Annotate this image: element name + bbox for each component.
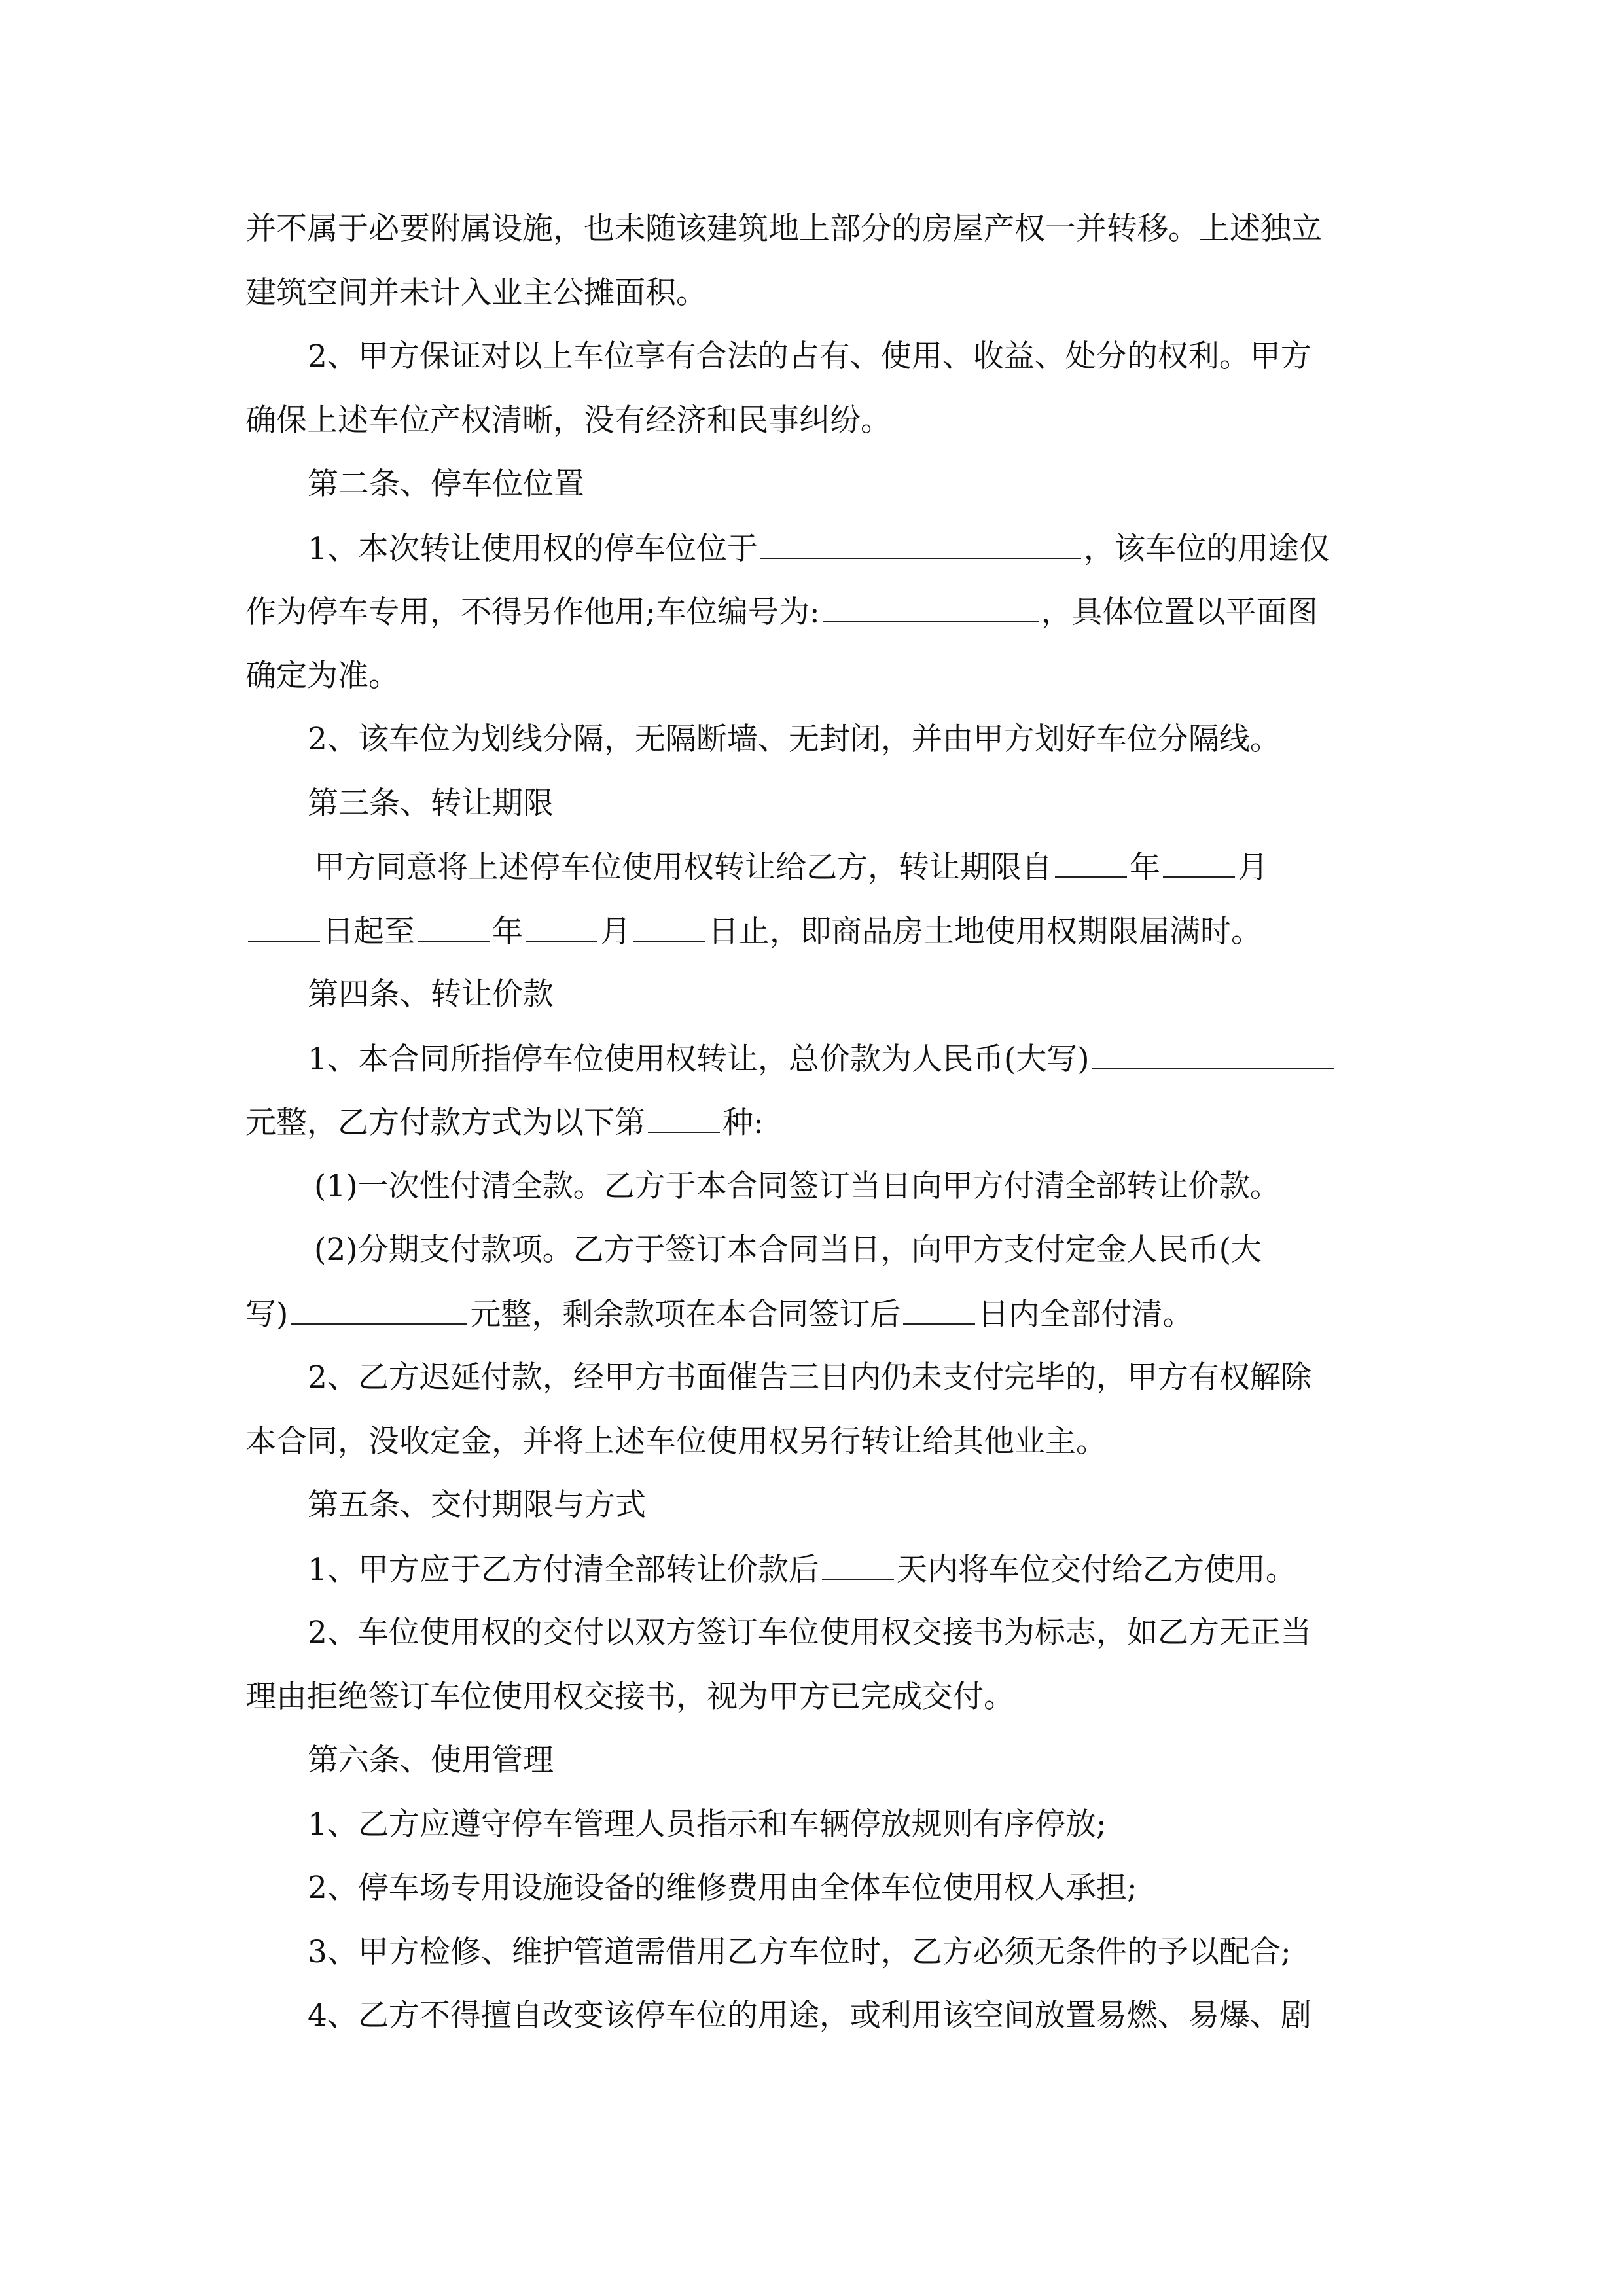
text-span: 1、本次转让使用权的停车位位于: [308, 531, 758, 567]
clause-2-2-line: 2、该车位为划线分隔，无隔断墙、无封闭，并由甲方划好车位分隔线。: [308, 721, 1281, 757]
text-span: 日止，即商品房土地使用权期限届满时。: [708, 914, 1262, 950]
text-span: 元整，乙方付款方式为以下第: [245, 1105, 645, 1141]
paragraph-line: 确保上述车位产权清晰，没有经济和民事纠纷。: [245, 403, 891, 439]
text-span: 天内将车位交付给乙方使用。: [896, 1552, 1296, 1588]
article-6-heading: 第六条、使用管理: [308, 1742, 554, 1778]
clause-3-line: [314, 848, 1268, 888]
year-blank: [1055, 848, 1127, 878]
deposit-blank: [291, 1295, 467, 1325]
text-span: ，具体位置以平面图: [1041, 594, 1318, 630]
text-span: 年: [1130, 850, 1160, 886]
paragraph-line: 本合同，没收定金，并将上述车位使用权另行转让给其他业主。: [245, 1424, 1107, 1460]
paragraph-line: 理由拒绝签订车位使用权交接书，视为甲方已完成交付。: [245, 1679, 1014, 1715]
article-2-heading: 第二条、停车位位置: [308, 466, 584, 502]
text-span: 作为停车专用，不得另作他用;车位编号为:: [245, 594, 820, 630]
clause-1-2-line: 2、甲方保证对以上车位享有合法的占有、使用、收益、处分的权利。甲方: [308, 338, 1311, 374]
text-span: 年: [492, 914, 523, 950]
text-span: 甲方同意将上述停车位使用权转让给乙方，转让期限自: [314, 850, 1052, 886]
clause-6-2-line: 2、停车场专用设施设备的维修费用由全体车位使用权人承担;: [308, 1870, 1137, 1906]
text-span: 种:: [722, 1105, 764, 1141]
location-blank: [760, 529, 1081, 559]
month-blank: [526, 912, 597, 942]
article-3-heading: 第三条、转让期限: [308, 785, 554, 821]
clause-6-3-line: 3、甲方检修、维护管道需借用乙方车位时，乙方必须无条件的予以配合;: [308, 1934, 1291, 1970]
clause-4-2-line: 2、乙方迟延付款，经甲方书面催告三日内仍未支付完毕的，甲方有权解除: [308, 1359, 1311, 1395]
day-blank: [633, 912, 705, 942]
text-span: 月: [1238, 850, 1268, 886]
days-blank: [903, 1295, 975, 1325]
space-number-blank: [823, 592, 1039, 622]
day-blank: [248, 912, 320, 942]
paragraph-line: [245, 1295, 1193, 1335]
paragraph-line: 建筑空间并未计入业主公摊面积。: [245, 275, 707, 311]
paragraph-line: [245, 592, 1318, 632]
option-1-line: (1)一次性付清全款。乙方于本合同签订当日向甲方付清全部转让价款。: [314, 1168, 1281, 1204]
month-blank: [1163, 848, 1235, 878]
text-span: 1、本合同所指停车位使用权转让，总价款为人民币(大写): [308, 1041, 1090, 1077]
article-5-heading: 第五条、交付期限与方式: [308, 1487, 646, 1523]
paragraph-line: 并不属于必要附属设施，也未随该建筑地上部分的房屋产权一并转移。上述独立: [245, 211, 1322, 247]
clause-4-1-line: [308, 1039, 1337, 1079]
days-blank: [822, 1550, 894, 1580]
clause-6-1-line: 1、乙方应遵守停车管理人员指示和车辆停放规则有序停放;: [308, 1806, 1107, 1842]
paragraph-line: 确定为准。: [245, 658, 399, 694]
clause-5-2-line: 2、车位使用权的交付以双方签订车位使用权交接书为标志，如乙方无正当: [308, 1615, 1311, 1651]
text-span: 日内全部付清。: [978, 1297, 1194, 1333]
paragraph-line: [245, 912, 1262, 952]
article-4-heading: 第四条、转让价款: [308, 977, 554, 1013]
text-span: 1、甲方应于乙方付清全部转让价款后: [308, 1552, 819, 1588]
text-span: 月: [600, 914, 631, 950]
price-blank: [1092, 1039, 1334, 1069]
text-span: 日起至: [323, 914, 415, 950]
text-span: ，该车位的用途仅: [1083, 531, 1330, 567]
method-blank: [648, 1103, 720, 1133]
text-span: 元整，剩余款项在本合同签订后: [470, 1297, 901, 1333]
clause-5-1-line: [308, 1550, 1296, 1590]
text-span: 写): [245, 1297, 289, 1333]
clause-2-1-line: [308, 529, 1330, 569]
clause-6-4-line: 4、乙方不得擅自改变该停车位的用途，或利用该空间放置易燃、易爆、剧: [308, 1998, 1311, 2034]
paragraph-line: [245, 1103, 764, 1143]
year-blank: [418, 912, 490, 942]
option-2-line: (2)分期支付款项。乙方于签订本合同当日，向甲方支付定金人民币(大: [314, 1232, 1262, 1268]
